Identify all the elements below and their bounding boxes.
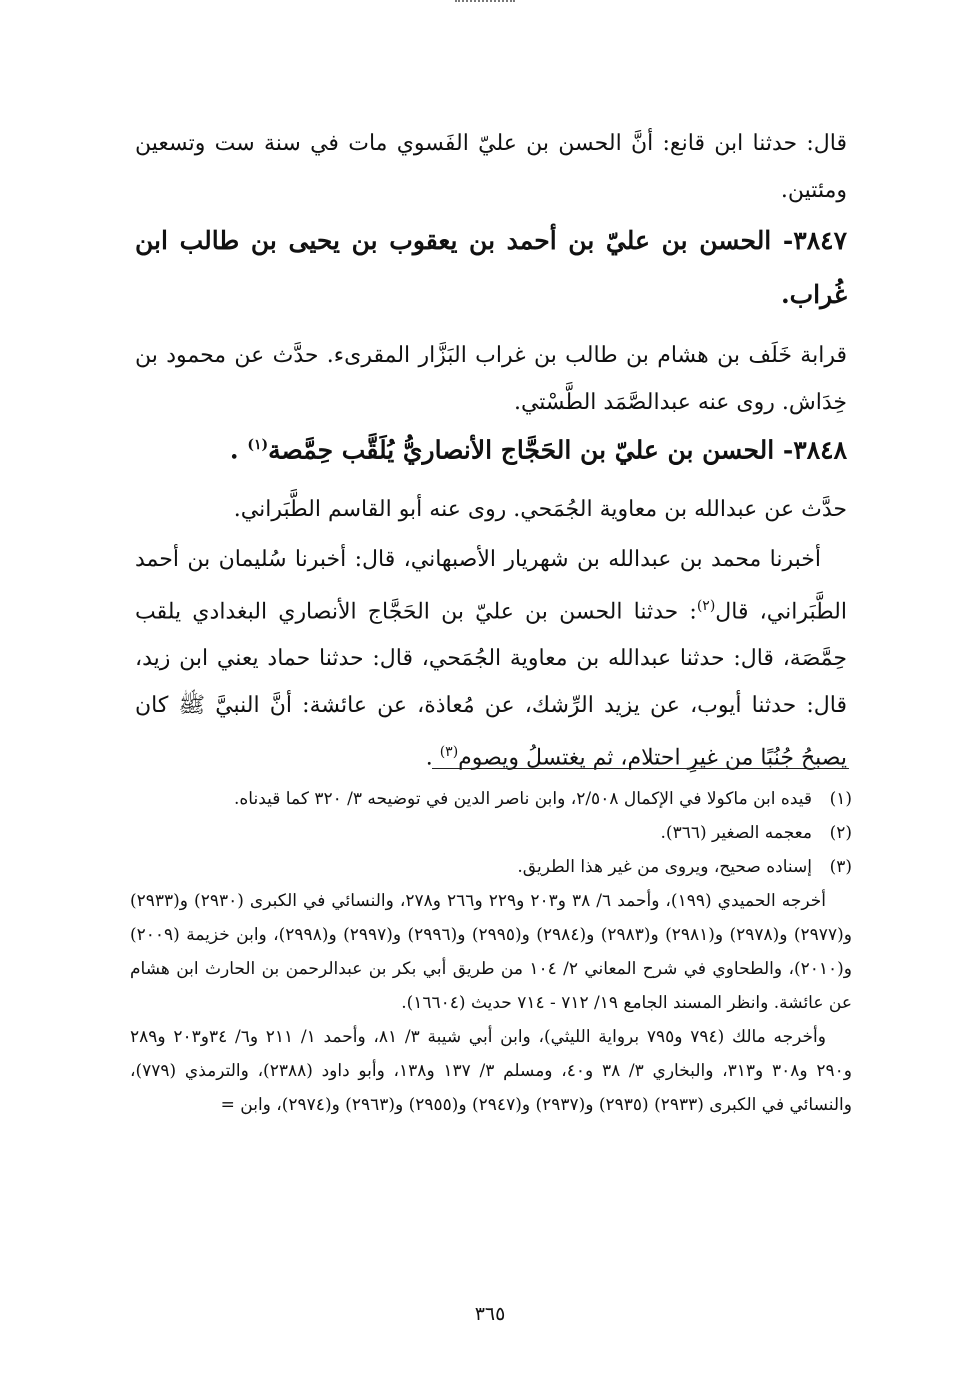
entry-text-3848: حدَّث عن عبدالله بن معاوية الجُمَحي. روى عنه أبو القاسم الطَّبَراني. xyxy=(233,497,847,522)
hadith-text-end: . xyxy=(425,745,440,771)
intro-text: قال: حدثنا ابن قانع: أنَّ الحسن بن عليّ الفَسوي مات في سنة ست وتسعين ومئتين. xyxy=(135,131,847,203)
footnote-ref-2: (٢) xyxy=(696,598,716,614)
footnote-ref-1: (١) xyxy=(247,437,269,453)
paragraph-3848 xyxy=(135,486,847,533)
heading-3848-end: . xyxy=(229,435,248,465)
footnote-3 xyxy=(130,850,852,884)
hadith-text-a: أخبرنا محمد بن عبدالله بن شهريار الأصبهاني، قال: أخبرنا سُليمان بن أحمد الطَّبَراني، قال xyxy=(135,547,847,625)
footnote-number: (٣) xyxy=(829,857,852,877)
heading-text-3847: ٣٨٤٧- الحسن بن عليّ بن أحمد بن يعقوب بن يحيى بن طالب ابن غُراب. xyxy=(135,226,847,309)
footnote-3-continuation-1: أخرجه الحميدي (١٩٩)، وأحمد ٦/ ٣٨ و٢٠٣ و٢٢٩ و٢٦٦ و٢٧٨، والنسائي في الكبرى (٢٩٣٠) و(٢٩٣٣) و(٢٩٧٧) و(٢٩٧٨) و(٢٩٨١) و(٢٩٨٣) و(٢٩٨٤) و(٢٩٩٥) و(٢٩٩٦) و(٢٩٩٧) و(٢٩٩٨)، وابن خزيمة (٢٠٠٩) و(٢٠١٠)، والطحاوي في شرح المعاني ٢/ ١٠٤ من طريق أبي بكر بن عبدالرحمن بن الحارث ابن هشام عن عائشة. وانظر المسند الجامع ١٩/ ٧١٢ - ٧١٤ حديث (١٦٦٠٤). xyxy=(130,891,852,1013)
page-number: ٣٦٥ xyxy=(474,1303,506,1325)
entry-heading-3848 xyxy=(135,418,847,477)
hadith-paragraph xyxy=(135,536,847,782)
footnote-text: إسناده صحيح، ويروى من غير هذا الطريق. xyxy=(517,857,812,877)
footnote-number: (٢) xyxy=(829,823,852,843)
entry-heading-3847 xyxy=(135,214,847,322)
footnote-ref-3: (٣) xyxy=(439,744,459,761)
footnote-text: قيده ابن ماكولا في الإكمال ٢/٥٠٨، وابن ناصر الدين في توضيحه ٣/ ٣٢٠ كما قيدناه. xyxy=(234,789,812,809)
footnote-separator xyxy=(432,768,849,769)
heading-3848-main: ٣٨٤٨- الحسن بن عليّ بن الحَجَّاج الأنصاريُّ يُلَقَّب حِمَّصة xyxy=(268,435,847,465)
entry-text-3847: قرابة خَلَف بن هشام بن طالب بن غراب البَزَّار المقرىء. حدَّث عن محمود بن خِدَاش. روى عنه عبدالصَّمَد الطَّسْتي. xyxy=(135,343,847,415)
paragraph-intro xyxy=(135,120,847,214)
scan-artifact xyxy=(455,0,515,6)
footnote-1 xyxy=(130,782,852,816)
footnote-text: معجمه الصغير (٣٦٦). xyxy=(660,823,812,843)
footnotes xyxy=(130,782,852,1122)
paragraph-3847 xyxy=(135,332,847,426)
footnote-2 xyxy=(130,816,852,850)
footnote-number: (١) xyxy=(829,789,852,809)
footnote-3-continuation-2: وأخرجه مالك (٧٩٤ و٧٩٥ برواية الليثي)، وابن أبي شيبة ٣/ ٨١، وأحمد ١/ ٢١١ و٦/ ٣٤و٢٠٣ و٢٨٩ و٢٩٠ و٣٠٨ و٣١٣، والبخاري ٣/ ٣٨ و٤٠، ومسلم ٣/ ١٣٧ و١٣٨، وأبو داود (٢٣٨٨)، والترمذي (٧٧٩)، والنسائي في الكبرى (٢٩٣٣) (٢٩٣٥) و(٢٩٣٧) و(٢٩٤٧) و(٢٩٥٥) و(٢٩٦٣) و(٢٩٧٤)، وابن = xyxy=(130,1027,852,1115)
hadith-text xyxy=(135,536,847,782)
hadith-text-b: : حدثنا الحسن بن عليّ بن الحَجَّاج الأنصاري البغدادي يلقب حِمَّصَة، قال: حدثنا عبدالله بن معاوية الجُمَحي، قال: حدثنا حماد يعني ابن زيد، قال: حدثنا أيوب، عن يزيد الرِّشك، عن مُعاذة، عن عائشة: أنَّ النبيَّ ﷺ كان يصبحُ جُنُبًا من غيرِ احتلام، ثم يغتسلُ ويصوم xyxy=(135,599,847,771)
heading-text-3848 xyxy=(135,418,847,477)
